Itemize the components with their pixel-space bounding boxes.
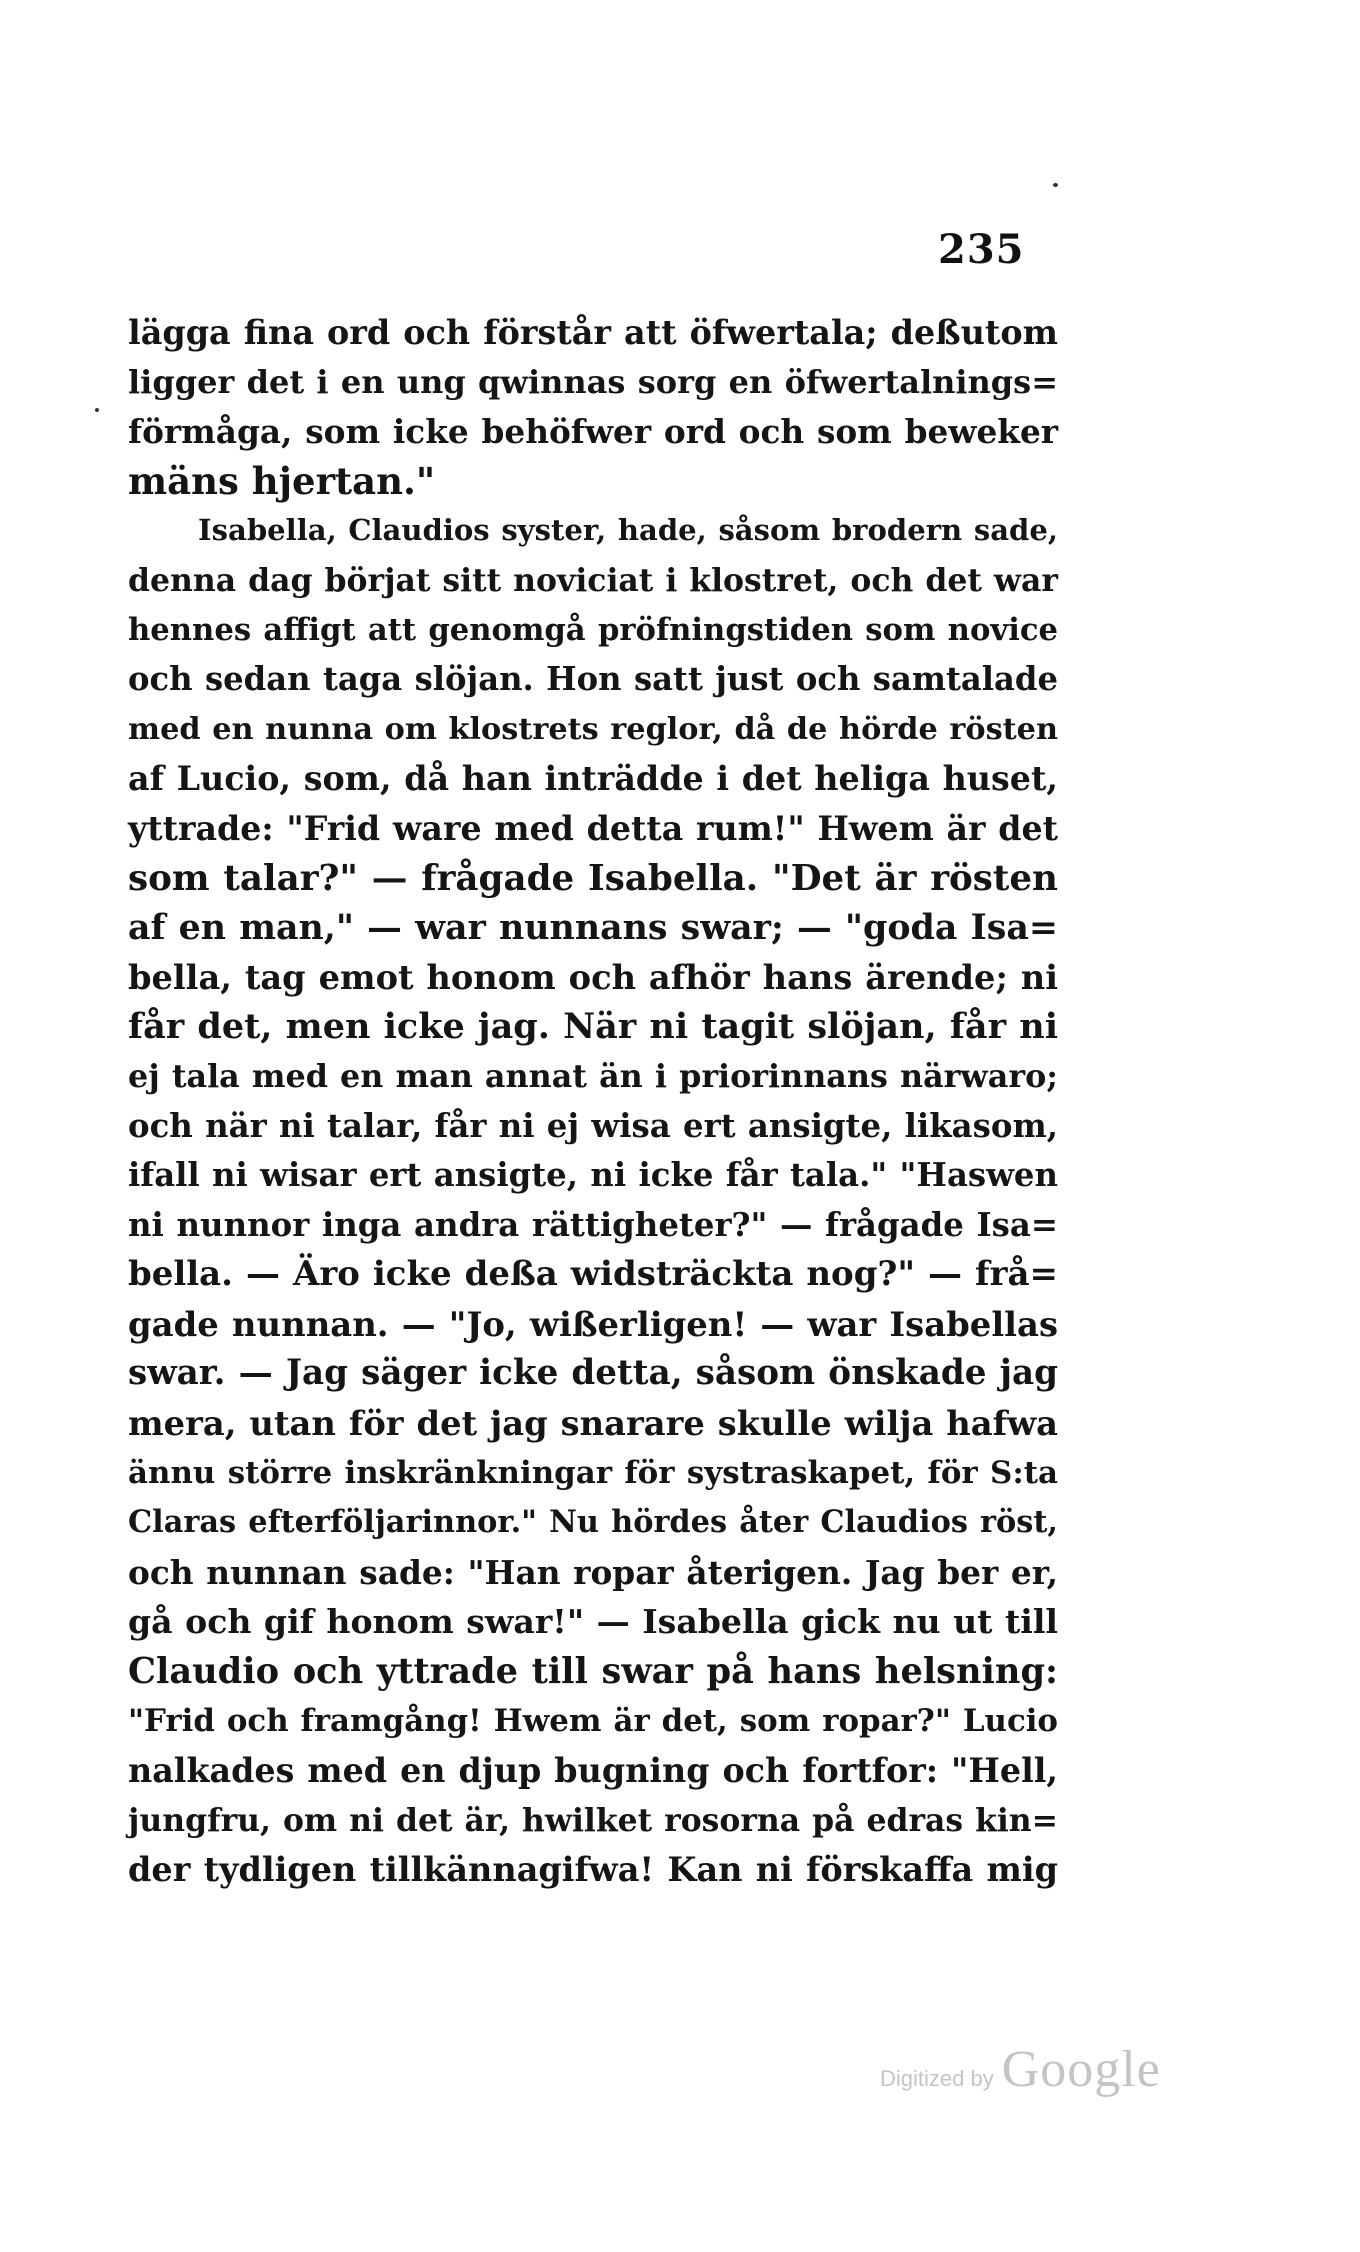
text-line: gå och gif honom swar!" — Isabella gick nu ut till: [128, 1602, 1058, 1642]
text-line: och nunnan sade: "Han ropar återigen. Jag ber er,: [128, 1552, 1058, 1592]
text-line: får det, men icke jag. När ni tagit slöjan, får ni: [128, 1006, 1058, 1048]
text-line: bella, tag emot honom och afhör hans ärende; ni: [128, 956, 1058, 997]
text-line: förmåga, som icke behöfwer ord och som beweker: [128, 412, 1058, 452]
text-line: och när ni talar, får ni ej wisa ert ansigte, likasom,: [128, 1106, 1058, 1145]
text-line: lägga fina ord och förstår att öfwertala; deßutom: [128, 313, 1058, 352]
text-line: ifall ni wisar ert ansigte, ni icke får tala." "Haswen: [128, 1156, 1058, 1195]
text-line: ej tala med en man annat än i priorinnans närwaro;: [128, 1057, 1058, 1095]
ink-speck: [95, 408, 99, 412]
text-line: nalkades med en djup bugning och fortfor: "Hell,: [128, 1751, 1058, 1791]
text-line: Isabella, Claudios syster, hade, såsom brodern sade,: [198, 513, 1058, 548]
text-line: ligger det i en ung qwinnas sorg en öfwertalnings=: [128, 362, 1058, 401]
text-line: mera, utan för det jag snarare skulle wilja hafwa: [128, 1403, 1058, 1444]
text-line: denna dag börjat sitt noviciat i klostret, och det war: [128, 561, 1058, 599]
text-line: med en nunna om klostrets reglor, då de hörde rösten: [128, 711, 1058, 747]
text-line: af en man," — war nunnans swar; — "goda Isa=: [128, 907, 1058, 949]
text-line: som talar?" — frågade Isabella. "Det är rösten: [128, 856, 1058, 899]
text-line: ännu större inskränkningar för systraskapet, för S:ta: [128, 1454, 1058, 1491]
text-line: af Lucio, som, då han inträdde i det heliga huset,: [128, 759, 1058, 799]
page-number: 235: [938, 226, 1025, 273]
text-line: gade nunnan. — "Jo, wißerligen! — war Isabellas: [128, 1303, 1058, 1344]
google-logo: Google: [1001, 2041, 1161, 2098]
text-line: swar. — Jag säger icke detta, såsom önskade jag: [128, 1353, 1058, 1394]
text-line: yttrade: "Frid ware med detta rum!" Hwem är det: [128, 808, 1058, 848]
text-line: jungfru, om ni det är, hwilket rosorna på edras kin=: [128, 1801, 1058, 1839]
text-line: bella. — Äro icke deßa widsträckta nog?" — frå=: [128, 1254, 1058, 1295]
text-line: hennes affigt att genomgå pröfningstiden som novice: [128, 611, 1058, 648]
digitized-by-google-watermark: [880, 2040, 1161, 2099]
watermark-prefix: Digitized by: [880, 2066, 994, 2091]
text-line: ni nunnor inga andra rättigheter?" — frågade Isa=: [128, 1205, 1058, 1244]
text-line: och sedan taga slöjan. Hon satt just och samtalade: [128, 660, 1058, 699]
text-line: der tydligen tillkännagifwa! Kan ni förskaffa mig: [128, 1850, 1058, 1890]
text-line: Claras efterföljarinnor." Nu hördes åter Claudios röst,: [128, 1504, 1058, 1541]
text-line: "Frid och framgång! Hwem är det, som ropar?" Lucio: [128, 1702, 1058, 1739]
text-line: Claudio och yttrade till swar på hans helsning:: [128, 1651, 1058, 1693]
body-text: [128, 308, 1058, 1895]
ink-speck: [1053, 183, 1058, 187]
text-line: mäns hjertan.": [128, 458, 436, 503]
